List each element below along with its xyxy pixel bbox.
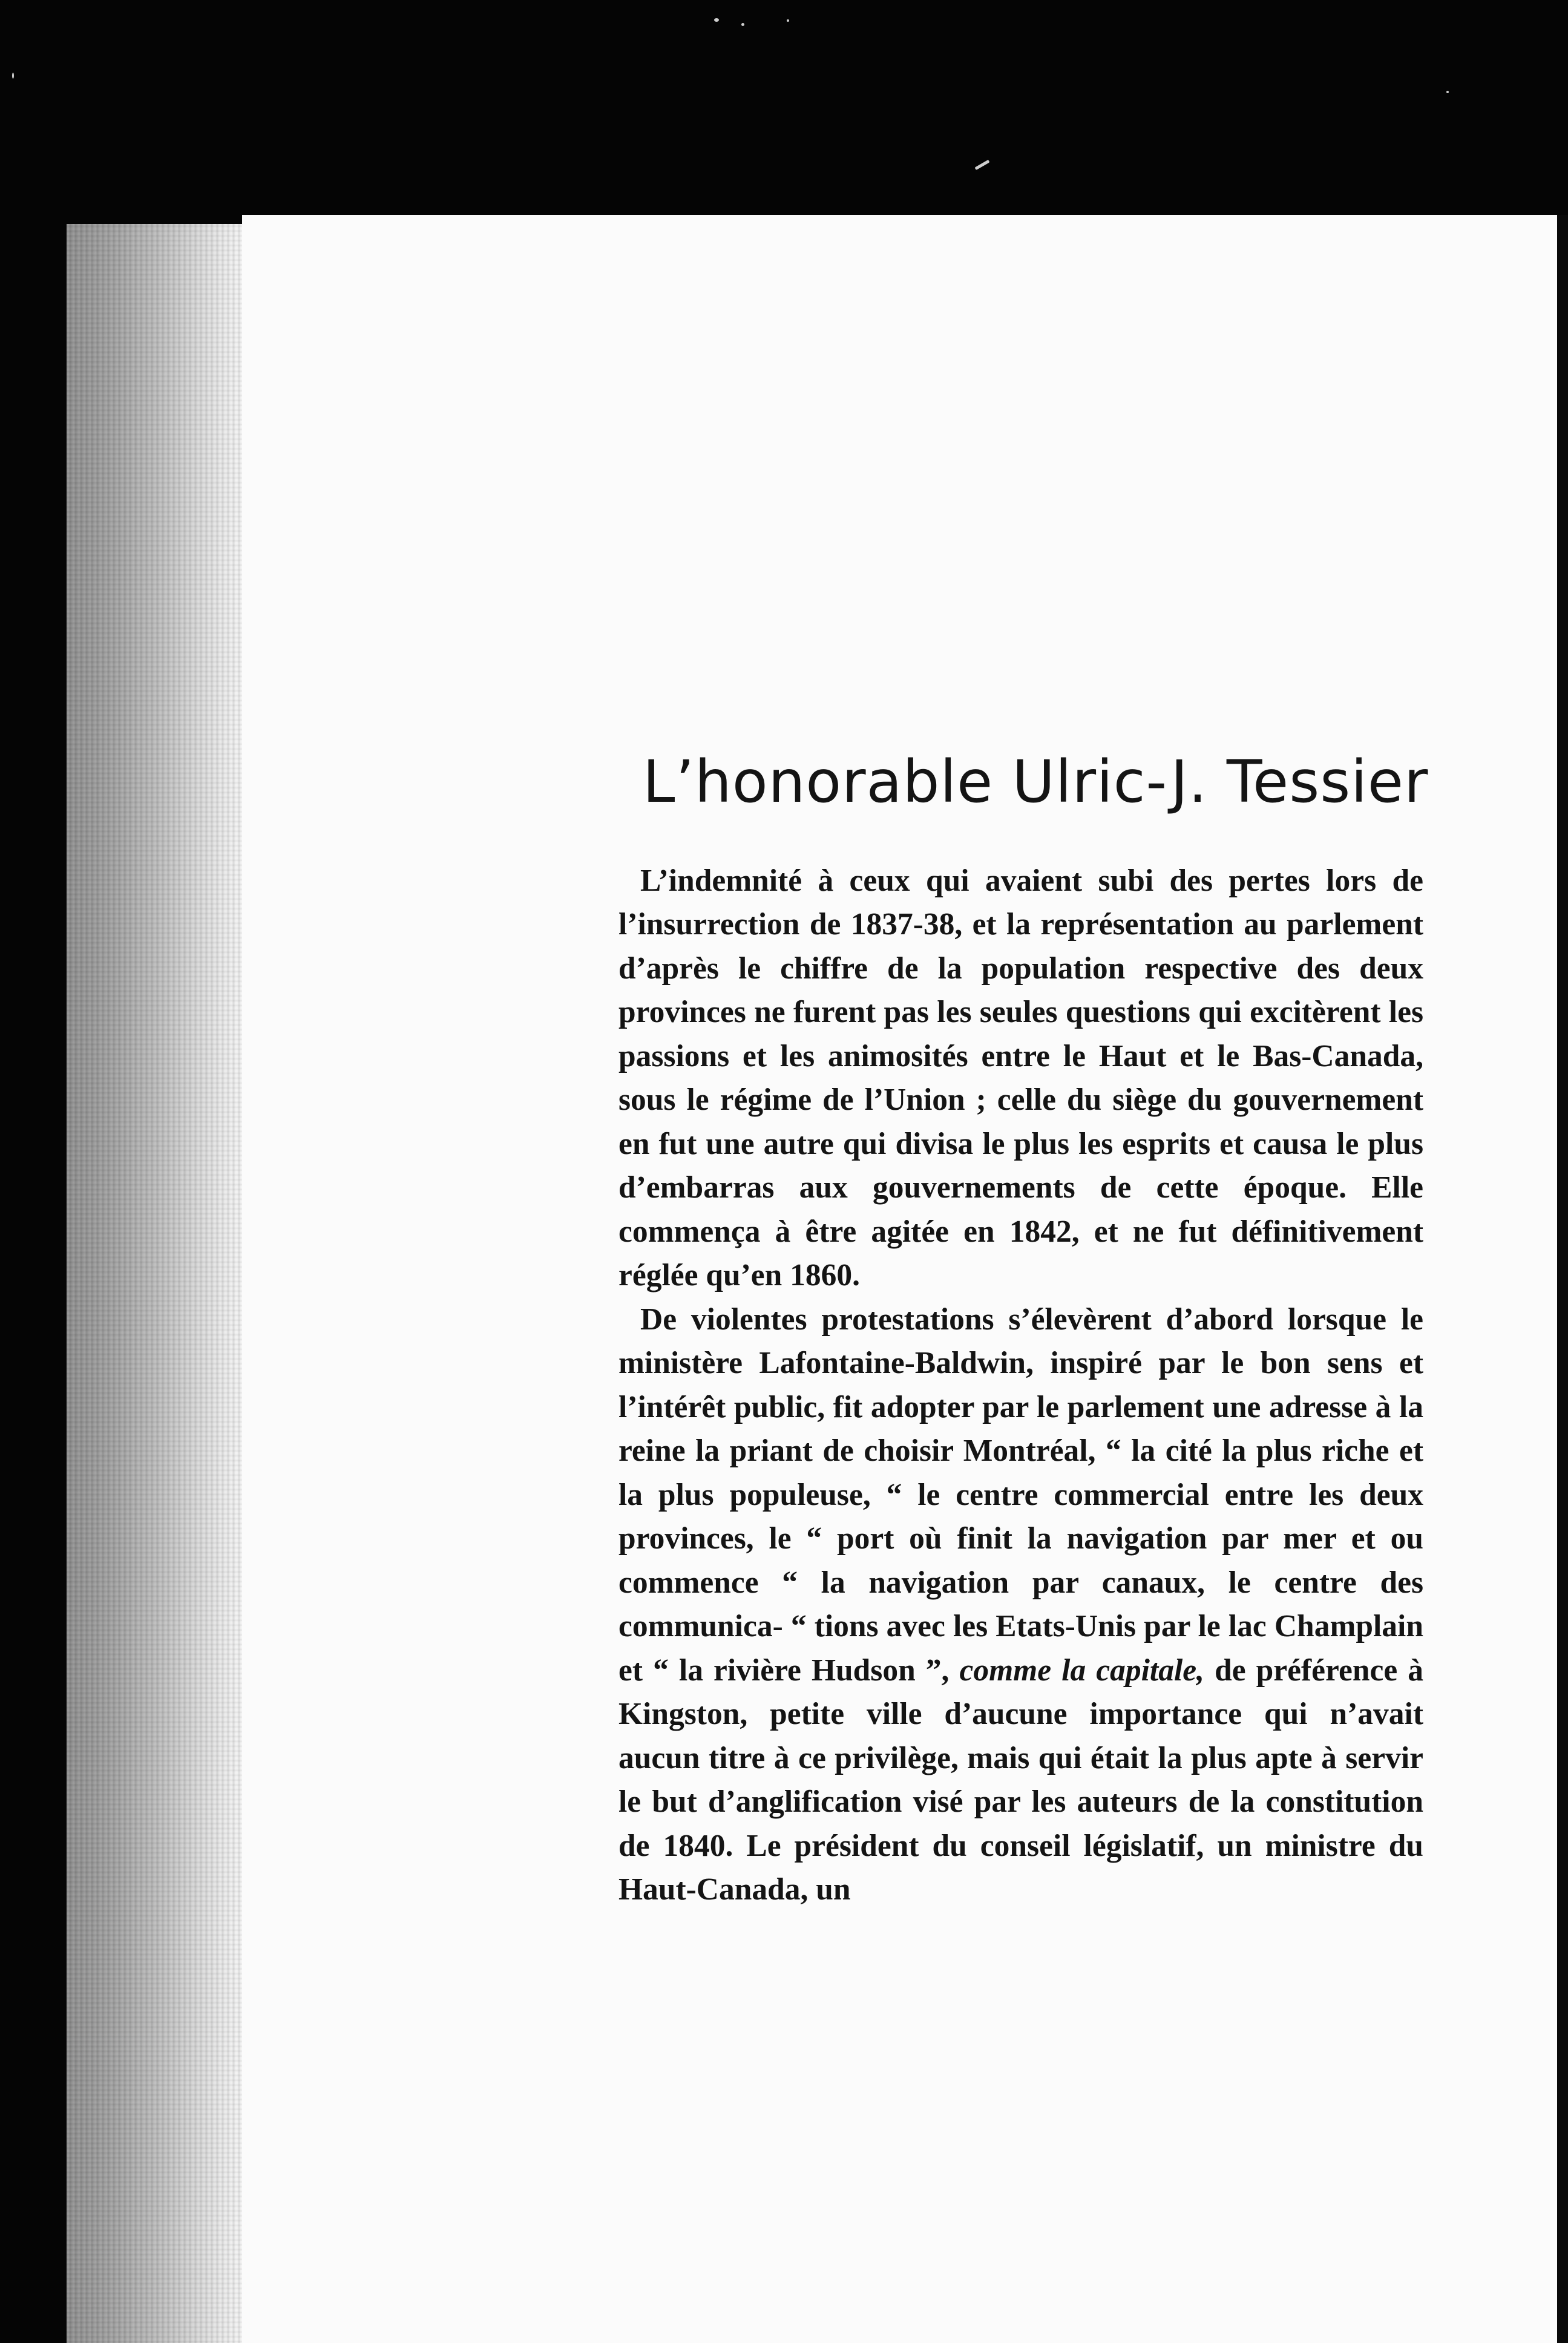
- dust-speck: [1446, 91, 1449, 93]
- dust-speck: [12, 73, 14, 79]
- paragraph-2-text-a: De violentes protestations s’élevèrent d’abord lorsque le ministère Lafontaine-Baldwin, inspiré par le bon sens et l’intérêt public, fit adopter par le parlement une adresse à la reine la priant de choisir Montréal, “ la cité la plus riche et la plus populeuse, “ le centre commercial entre les deux provinces, le “ port où finit la navigation par mer et ou commence “ la navigation par canaux, le centre des communica- “ tions avec les Etats-Unis par le lac Champlain et “ la rivière Hudson ”,: [618, 1302, 1423, 1688]
- paragraph-2: [618, 1298, 1423, 1912]
- dust-speck: [974, 160, 989, 170]
- paragraph-1-text: L’indemnité à ceux qui avaient subi des pertes lors de l’insurrection de 1837-38, et la représentation au parlement d’après le chiffre de la population respective des deux provinces ne furent pas les seules questions qui excitèrent les passions et les animosités entre le Haut et le Bas-Canada, sous le régime de l’Union ; celle du siège du gouvernement en fut une autre qui divisa le plus les esprits et causa le plus d’embarras aux gouvernements de cette époque. Elle commença à être agitée en 1842, et ne fut définitivement réglée qu’en 1860.: [618, 863, 1423, 1293]
- scanner-edge: [1557, 215, 1568, 2343]
- page-content: [618, 748, 1429, 1912]
- dust-speck: [714, 18, 719, 22]
- page-edge-stack: [67, 224, 248, 2343]
- paragraph-2-text-b: de préférence à Kingston, petite ville d’aucune importance qui n’avait aucun titre à ce privilège, mais qui était la plus apte à servir le but d’anglification visé par les auteurs de la constitution de 1840. Le président du conseil législatif, un ministre du Haut-Canada, un: [618, 1653, 1423, 1907]
- paragraph-2-italic: comme la capitale,: [959, 1653, 1205, 1688]
- dust-speck: [741, 23, 744, 26]
- paragraph-1: [618, 859, 1423, 1298]
- chapter-title: L’honorable Ulric-J. Tessier: [643, 748, 1429, 816]
- dust-speck: [787, 19, 789, 22]
